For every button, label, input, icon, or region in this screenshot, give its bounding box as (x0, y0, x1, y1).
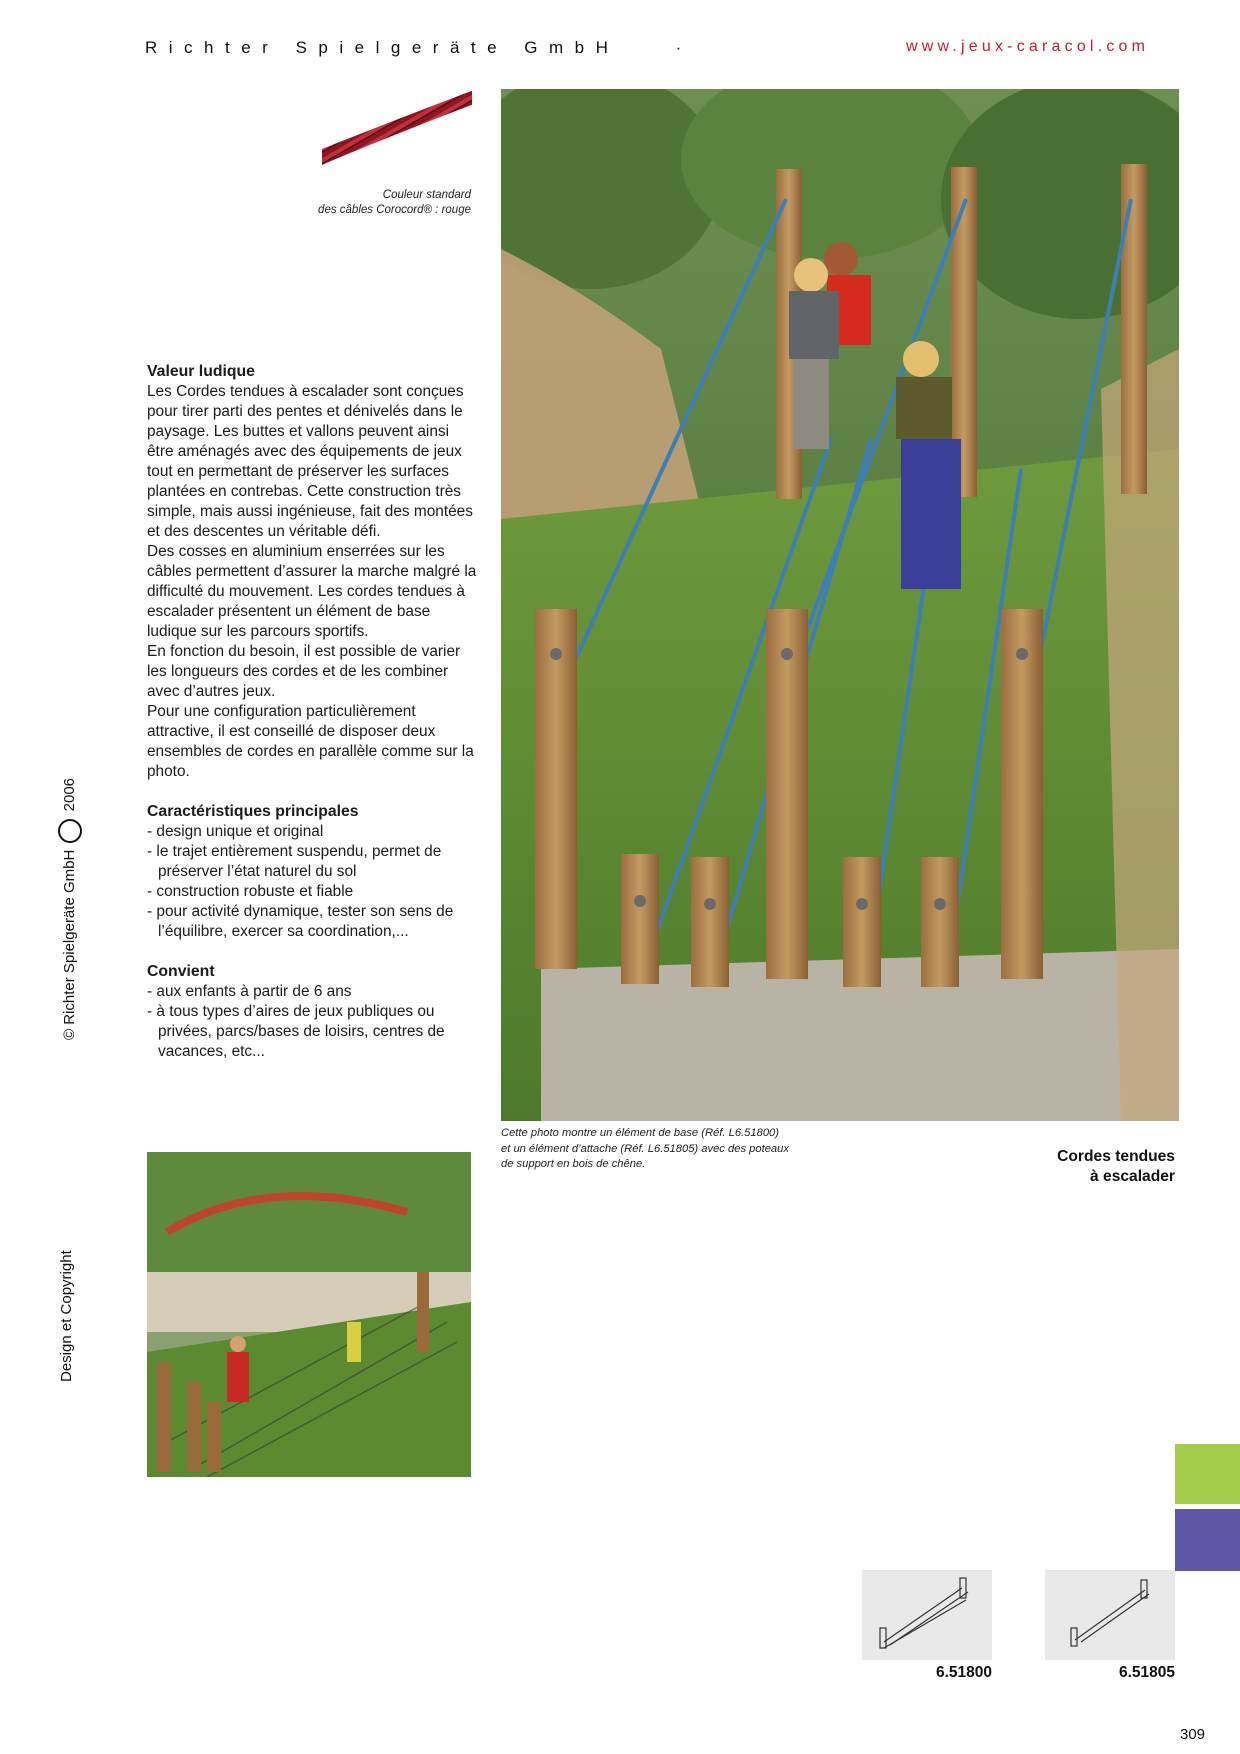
product-title (1000, 1147, 1175, 1187)
rope-caption-line: des câbles Corocord® : rouge (318, 204, 471, 216)
section-tab-green (1175, 1444, 1240, 1504)
list-item: - construction robuste et fiable (147, 883, 354, 900)
photo-caption (501, 1126, 861, 1173)
section-title-convient: Convient (147, 963, 215, 980)
list-item: - à tous types d’aires de jeux publiques ou privées, parcs/bases de loisirs, centres de vacances, etc... (147, 1003, 445, 1060)
list-item: - aux enfants à partir de 6 ans (147, 983, 352, 1000)
rope-caption-line: Couleur standard (382, 189, 471, 201)
copyright-vertical (58, 778, 82, 1040)
product-title-line: Cordes tendues (1057, 1148, 1175, 1165)
photo-caption-line: de support en bois de chêne. (501, 1158, 646, 1170)
section-title-valeur: Valeur ludique (147, 363, 255, 380)
main-photo (501, 89, 1179, 1121)
header-website[interactable]: www.jeux-caracol.com (906, 38, 1150, 55)
suitability-list (147, 982, 477, 1062)
product-code: 6.51805 (1118, 1664, 1175, 1681)
list-item: - pour activité dynamique, tester son sens de l’équilibre, exercer sa coordination,... (147, 903, 454, 940)
copyright-year: 2006 (60, 777, 78, 812)
header-separator: · (675, 38, 693, 57)
header-company (145, 38, 693, 58)
section-tab-purple (1175, 1509, 1240, 1571)
paragraph: Les Cordes tendues à escalader sont conçues pour tirer parti des pentes et dénivelés dans le paysage. Les buttes et vallons peuvent ainsi être aménagés avec des équipements de jeux tout en permettant de préserver les surfaces plantées en contrebas. Cette construction très simple, mais aussi ingénieuse, fait des montées et des descentes un véritable défi. (147, 383, 473, 540)
list-item: - le trajet entièrement suspendu, permet de préserver l’état naturel du sol (147, 843, 442, 880)
features-list (147, 822, 477, 942)
section-title-caracteristiques: Caractéristiques principales (147, 803, 359, 820)
logo-icon (58, 819, 82, 843)
secondary-photo (147, 1152, 471, 1477)
product-thumb-6-51800 (862, 1570, 992, 1660)
product-thumb-6-51805 (1045, 1570, 1175, 1660)
rope-sample-image (322, 89, 472, 177)
product-title-line: à escalader (1090, 1168, 1175, 1185)
list-item: - design unique et original (147, 823, 324, 840)
page-number: 309 (1180, 1726, 1206, 1743)
description (147, 362, 477, 1062)
photo-caption-line: Cette photo montre un élément de base (Réf. L6.51800) (501, 1127, 779, 1139)
photo-caption-line: et un élément d’attache (Réf. L6.51805) avec des poteaux (501, 1142, 789, 1155)
paragraph: En fonction du besoin, il est possible de varier les longueurs des cordes et de les combiner avec d’autres jeux. (147, 643, 461, 700)
rope-caption (250, 188, 471, 218)
paragraph: Des cosses en aluminium enserrées sur les câbles permettent d’assurer la marche malgré la difficulté du mouvement. Les cordes tendues à escalader présentent un élément de base ludique sur les parcours sportifs. (147, 543, 477, 640)
paragraph: Pour une configuration particulièrement attractive, il est conseillé de disposer deux ensembles de cordes en parallèle comme sur la photo. (147, 703, 474, 780)
copyright-text: © Richter Spielgeräte GmbH (60, 849, 78, 1040)
company-name: Richter Spielgeräte GmbH (145, 38, 620, 57)
product-code: 6.51800 (935, 1664, 992, 1681)
design-copyright-vertical: Design et Copyright (58, 1250, 75, 1382)
